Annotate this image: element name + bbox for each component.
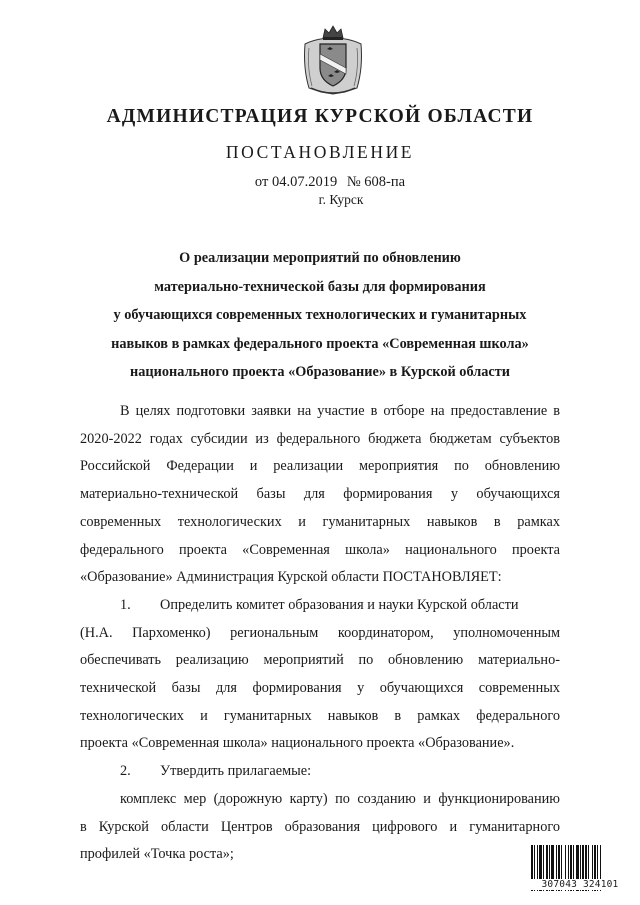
barcode-number: 307043 324101 [531,879,629,890]
title-line: национального проекта «Образование» в Курской области [129,364,511,380]
item-2-first-line [80,758,560,786]
title-line: навыков в рамках федерального проекта «Современная школа» [111,335,529,352]
preamble-line: федерального проекта «Современная школа» национального проекта [80,541,560,558]
organization-name: АДМИНИСТРАЦИЯ КУРСКОЙ ОБЛАСТИ [106,106,534,127]
item-1-line: проекта «Современная школа» национального проекта «Образование». [80,735,515,752]
item-1-line: технической базы для формирования у обучающихся современных [80,680,560,697]
title-line: материально-технической базы для формирования [154,278,486,295]
coat-of-arms-icon [301,24,365,96]
item-1-text: Определить комитет образования и науки Курской области [160,596,519,613]
preamble-line: «Образование» Администрация Курской области ПОСТАНОВЛЯЕТ: [80,569,502,586]
preamble-line: 2020-2022 годах субсидии из федерального бюджета бюджетам субъектов [80,430,560,447]
preamble-line: В целях подготовки заявки на участие в отборе на предоставление в [120,403,560,419]
roadmap-line: в Курской области Центров образования цифрового и гуманитарного [80,818,560,835]
item-number: 1. [120,596,131,613]
roadmap-line: профилей «Точка роста»; [80,846,234,863]
document-type: ПОСТАНОВЛЕНИЕ [225,142,415,162]
document-date-number [0,174,640,191]
document-city: г. Курск [318,192,364,207]
title-line: у обучающихся современных технологических и гуманитарных [113,307,527,323]
roadmap-line: комплекс мер (дорожную карту) по созданию и функционированию [120,790,560,807]
document-date: от 04.07.2019 [254,174,338,190]
preamble-line: Российской Федерации и реализации мероприятия по обновлению [80,458,560,475]
item-number: 2. [120,763,131,780]
document-number: № 608-па [346,174,406,190]
item-1-line: технологических и гуманитарных навыков в рамках федерального [80,707,560,724]
title-line: О реализации мероприятий по обновлению [179,250,461,266]
item-1-line: (Н.А. Пархоменко) региональным координатором, уполномоченным [80,624,560,641]
preamble-line: современных технологических и гуманитарных навыков в рамках [80,513,560,530]
document-title [80,244,560,387]
item-1-line: обеспечивать реализацию мероприятий по обновлению материально- [80,652,560,669]
preamble-line: материально-технической базы для формирования у обучающихся [80,486,560,503]
item-1-first-line [80,592,560,620]
item-2-text: Утвердить прилагаемые: [160,763,312,780]
document-body [80,398,560,869]
